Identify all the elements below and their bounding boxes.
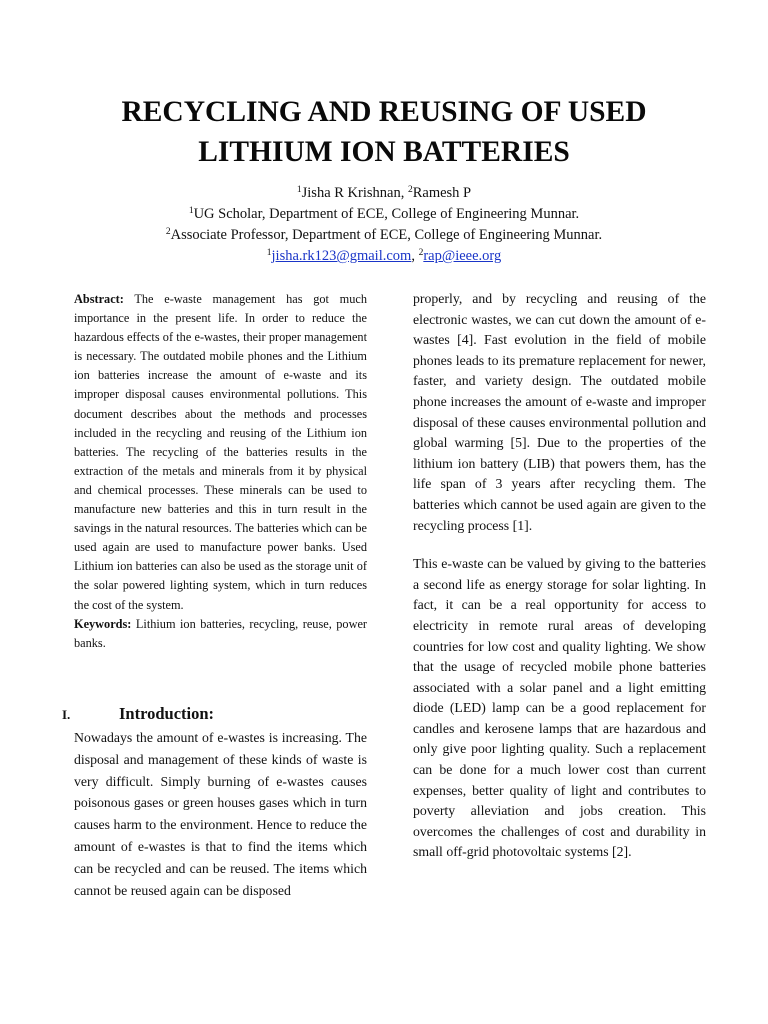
title-line-1: RECYCLING AND REUSING OF USED — [121, 96, 647, 128]
email-separator: , — [411, 248, 419, 264]
author-2: Ramesh P — [412, 185, 472, 201]
affiliation-text-2: Associate Professor, Department of ECE, College of Engineering Munnar. — [170, 227, 603, 243]
keywords-paragraph — [74, 615, 367, 653]
author-sup-1: 1 — [296, 185, 302, 195]
keywords-label: Keywords: — [74, 616, 132, 631]
email-sup-2: 2 — [418, 248, 424, 258]
affiliation-sup-1: 1 — [188, 206, 194, 216]
email-line — [60, 246, 708, 267]
abstract-label: Abstract: — [74, 292, 124, 306]
affiliation-sup-2: 2 — [165, 227, 171, 237]
author-1: Jisha R Krishnan, — [301, 185, 408, 201]
section-title: Introduction: — [119, 704, 215, 723]
author-line — [60, 183, 708, 204]
abstract-text: The e-waste management has got much importance in the present life. In order to reduce the hazardous effects of the e-wastes, their proper management is necessary. The outdated mobile phones and the Lithium ion batteries increase the amount of e-waste and its improper disposal causes environmental pollutions. This document describes about the methods and processes included in the recycling and reusing of the Lithium ion batteries. The recycling of the batteries results in the extraction of the metals and minerals from it by physical and chemical processes. These minerals can be used to manufacture new batteries and this in turn result in the savings in the natural resources. The batteries which can be used again are used to manufacture power banks. Used Lithium ion batteries can also be used as the storage unit of the solar powered lighting system, which in turn reduces the cost of the system. — [74, 292, 367, 612]
keywords-text: Lithium ion batteries, recycling, reuse, power banks. — [74, 616, 367, 650]
affiliation-1 — [60, 204, 708, 225]
title-line-2: LITHIUM ION BATTERIES — [198, 136, 570, 168]
paragraph-spacer — [413, 536, 706, 554]
introduction-section — [74, 727, 367, 901]
section-heading-introduction — [62, 704, 362, 724]
introduction-paragraph: Nowadays the amount of e-wastes is increasing. The disposal and management of these kinds of waste is very difficult. Simply burning of e-wastes causes poisonous gases or green houses gases which in turn causes harm to the environment. Hence to reduce the amount of e-wastes is that to find the items which can be recycled and can be reused. The items which cannot be reused again can be disposed — [74, 730, 367, 898]
abstract-section — [74, 290, 367, 653]
affiliation-2 — [60, 225, 708, 246]
paper-title — [60, 92, 708, 172]
right-column — [413, 289, 706, 863]
affiliation-text-1: UG Scholar, Department of ECE, College of Engineering Munnar. — [193, 206, 580, 222]
section-number: I. — [62, 707, 71, 722]
author-sup-2: 2 — [407, 185, 413, 195]
right-paragraph-2: This e-waste can be valued by giving to the batteries a second life as energy storage for solar lighting. In fact, it can be a real opportunity for access to electricity in remote rural areas of developing countries for low cost and quality lighting. We show that the usage of recycled mobile phone batteries associated with a solar panel and a light emitting diode (LED) lamp can be a good replacement for candles and kerosene lamps that are hazardous and only give poor lighting quality. Such a replacement can be done for a much lower cost than current expenses, better quality of light and contributes to poverty alleviation and jobs creation. This overcomes the challenges of cost and durability in small off-grid photovoltaic systems [2]. — [413, 556, 706, 860]
email-sup-1: 1 — [266, 248, 272, 258]
abstract-paragraph — [74, 290, 367, 615]
right-paragraph-1: properly, and by recycling and reusing of the electronic wastes, we can cut down the amount of e-wastes [4]. Fast evolution in the field of mobile phones leads to its premature replacement for newer, faster, and variety design. The outdated mobile phone increases the amount of e-waste and improper disposal of these causes environmental pollution and global warming [5]. Due to the properties of the lithium ion battery (LIB) that powers them, has the life span of 3 years after recycling them. The batteries which cannot be used again are given to the recycling process [1]. — [413, 291, 706, 533]
email-link-1[interactable]: jisha.rk123@gmail.com — [271, 248, 412, 264]
email-link-2[interactable]: rap@ieee.org — [423, 248, 502, 264]
author-block — [60, 183, 708, 267]
